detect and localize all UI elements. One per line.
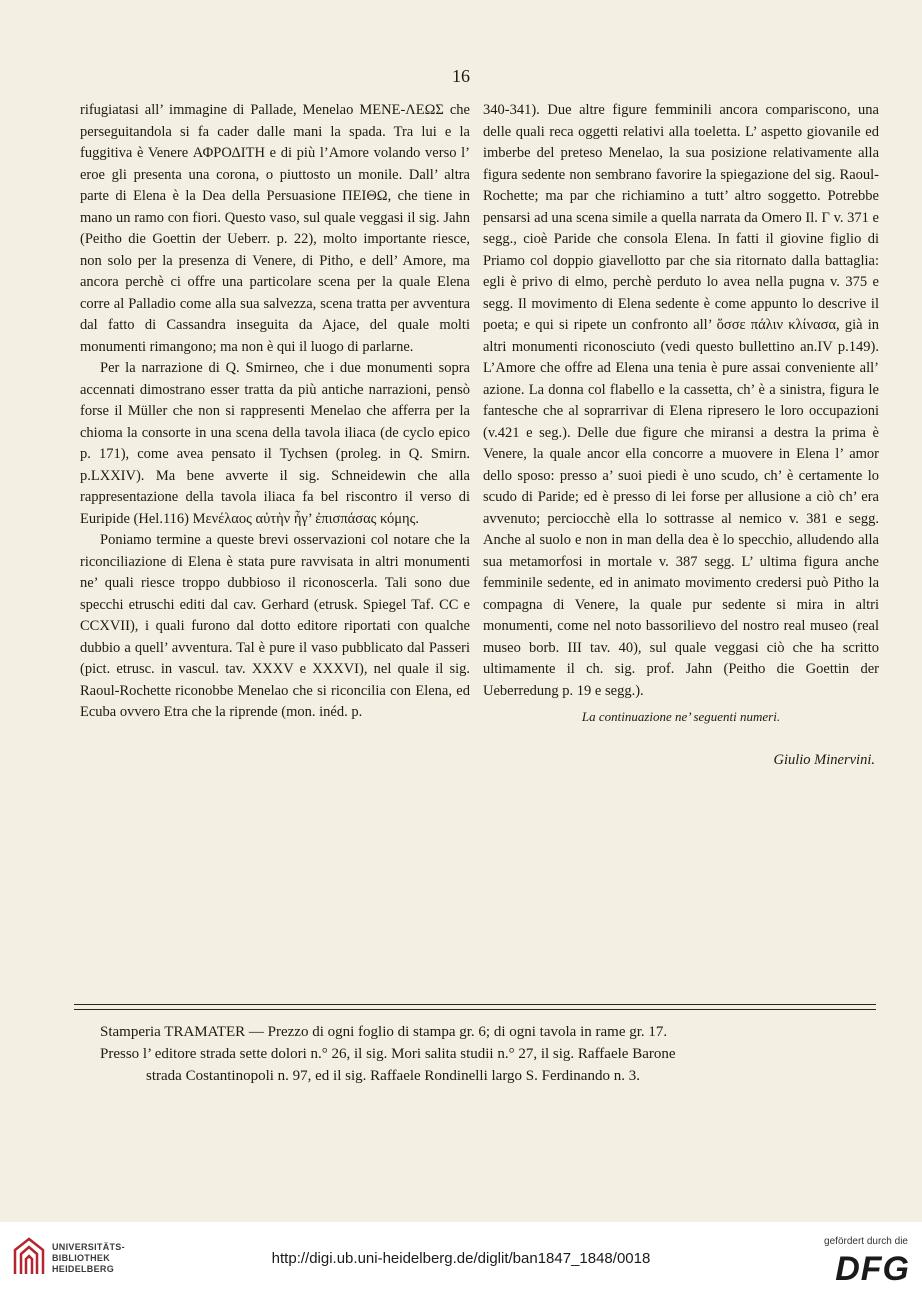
institution-line: HEIDELBERG xyxy=(52,1264,115,1274)
separator-rule-thin xyxy=(74,1009,876,1010)
right-column xyxy=(483,100,879,771)
sponsor-label: gefördert durch die xyxy=(824,1236,908,1247)
left-paragraph-1: rifugiatasi all’ immagine di Pallade, Menelao ΜΕΝΕ-ΛΕΩΣ che perseguitandola si fa cader dalle mani la spada. Tra lui e la fuggitiva è Venere ΑΦΡΟΔΙΤΗ e di più l’Amore volando verso l’ eroe gli presenta una corona, o piuttosto un monile. Dall’ altra parte di Elena è la Dea della Persuasione ΠΕΙΘΩ, che tiene in mano un ramo con fiori. Questo vaso, sul quale veggasi il sig. Jahn (Peitho die Goettin der Ueberr. p. 22), molto importante riesce, non solo per la presenza di Venere, di Pitho, e dell’ Amore, ma ancora perchè ci offre una particolare scena per la quale Elena corre al Palladio come alla sua salvezza, scena tratta per avventura dal fatto di Cassandra inseguita da Ajace, del quale molti monumenti rimangono; ma non è qui il luogo di parlarne. xyxy=(80,102,470,355)
imprint-line-1: Stamperia TRAMATER — Prezzo di ogni foglio di stampa gr. 6; di ogni tavola in rame gr. 17. xyxy=(100,1024,668,1040)
dfg-logo: DFG xyxy=(835,1250,910,1288)
imprint xyxy=(100,1021,870,1087)
institution-line: BIBLIOTHEK xyxy=(52,1253,110,1263)
footer-bar xyxy=(0,1222,922,1291)
page-number: 16 xyxy=(452,66,470,86)
imprint-line-3: strada Costantinopoli n. 97, ed il sig. Raffaele Rondinelli largo S. Ferdinando n. 3. xyxy=(146,1068,640,1084)
left-paragraph-2: Per la narrazione di Q. Smirneo, che i due monumenti sopra accennati dimostrano esser tratta da più antiche narrazioni, pensò forse il Müller che non si rappresenti Menelao che afferra per la chioma la consorte in una scena della tavola iliaca (de cyclo epico p. 171), come avea pensato il Tychsen (proleg. in Q. Smirn. p.LXXIV). Ma bene avverte il sig. Schneidewin che alla rappresentazione della tavola iliaca fa bel riscontro il verso di Euripide (Hel.116) Μενέλαος αὐτὴν ἦγ’ ἐπισπάσας κόμης. xyxy=(80,360,470,527)
left-paragraph-3: Poniamo termine a queste brevi osservazioni col notare che la riconciliazione di Elena è stata pure ravvisata in altri monumenti ne’ quali riesce troppo dubbioso il riconoscerla. Tali sono due specchi etruschi editi dal cav. Gerhard (etrusk. Spiegel Taf. CC e CCXVII), i quali furono dal dotto editore riportati con qualche dubbio a quell’ avventura. Tal è pure il vaso pubblicato dal Passeri (pict. etrusc. in vascul. tav. XXXV e XXXVI), nel quale il sig. Raoul-Rochette riconobbe Menelao che si riconcilia con Elena, ed Ecuba ovvero Etra che la riprende (mon. inéd. p. xyxy=(80,532,470,720)
source-url-link[interactable]: http://digi.ub.uni-heidelberg.de/diglit/ban1847_1848/0018 xyxy=(271,1250,651,1267)
author-signature: Giulio Minervini. xyxy=(773,751,875,768)
left-column xyxy=(80,100,470,724)
separator-rule xyxy=(74,1004,876,1005)
right-paragraph-1: 340-341). Due altre figure femminili ancora compariscono, una delle quali reca oggetti relativi alla toeletta. L’ aspetto giovanile ed imberbe del preteso Menelao, la sua posizione relativamente alla figura sedente non sembrano favorire la spiegazione del sig. Raoul-Rochette; ma par che richiamino a tutt’ altro soggetto. Potrebbe pensarsi ad una scena simile a quella narrata da Omero Il. Γ v. 371 e segg., cioè Paride che consola Elena. In fatti il giovine figlio di Priamo col doppio giavellotto par che sia ritornato dalla battaglia: egli è privo di elmo, perchè perduto lo avea nella pugna v. 375 e segg. Il movimento di Elena sedente è come appunto lo descrive il poeta; e qui si ripete un confronto all’ ὅσσε πάλιν κλίνασα, già in altri monumenti riconosciuto (vedi questo bullettino an.IV p.149). L’Amore che offre ad Elena una tenia è pure assai conveniente all’ azione. La donna col flabello e la cassetta, ch’ è a sinistra, figura le fantesche che al soprarrivar di Elena ripresero le loro occupazioni (v.421 e seg.). Delle due figure che miransi a destra la prima è Venere, la quale ancor ella concorre a muovere in Elena l’ amor dello sposo: presso a’ suoi piedi è uno scudo, ch’ è certamente lo scudo di Paride; ed è presso di lei forse per allusione a ciò ch’ era avvenuto; perciocchè ella lo sottrasse al nemico v. 381 e segg. Anche al suolo e non in man della dea è lo specchio, alludendo alla sua metamorfosi in mortale v. 387 segg. L’ ultima figura anche femminile sedente, ed in animato movimento credersi può Pitho la compagna di Venere, la quale pur sedente si mira in altri monumenti, come nel noto bassorilievo del nostro real museo (real museo borb. III tav. 40), sul quale veggasi ciò che ha scritto ultimamente il ch. sig. prof. Jahn (Peitho die Goettin der Ueberredung p. 19 e segg.). xyxy=(483,102,879,699)
institution-line: UNIVERSITÄTS- xyxy=(52,1242,125,1252)
imprint-line-2: Presso l’ editore strada sette dolori n.° 26, il sig. Mori salita studii n.° 27, il sig. Raffaele Barone xyxy=(100,1046,676,1062)
continuation-note: La continuazione ne’ seguenti numeri. xyxy=(581,709,781,724)
